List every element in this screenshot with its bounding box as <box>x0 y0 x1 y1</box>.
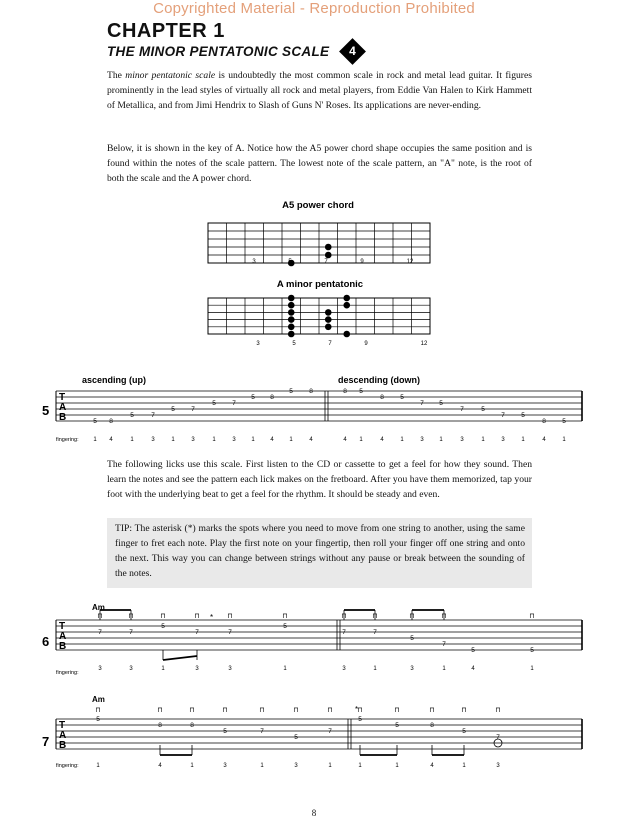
example-5-tab <box>0 370 628 450</box>
tab-fret-number: 7 <box>442 641 446 649</box>
tab-clef-letter: A <box>59 631 67 642</box>
tab-fret-number: 5 <box>530 647 534 655</box>
fingering-label: fingering: <box>56 670 79 676</box>
tab-fret-number: 5 <box>294 734 298 742</box>
example-number: 7 <box>42 734 50 749</box>
fingering-number: 3 <box>223 763 227 769</box>
tab-fret-number: 5 <box>289 388 293 396</box>
tab-fret-number: 5 <box>96 716 100 724</box>
fingering-number: 1 <box>171 437 175 443</box>
fingering-number: 1 <box>400 437 404 443</box>
fingering-number: 4 <box>471 666 475 672</box>
a5-power-chord-fretboard <box>208 223 430 266</box>
tab-fret-number: 5 <box>283 623 287 631</box>
pick-stroke-icon: ⊓ <box>372 613 378 620</box>
pick-stroke-icon: ⊓ <box>357 707 363 714</box>
fingering-number: 1 <box>130 437 134 443</box>
diagram1-fret-label: 7 <box>324 259 328 265</box>
fingering-number: 3 <box>228 666 232 672</box>
tab-fret-number: 8 <box>542 418 546 426</box>
intro-text-a: The <box>107 70 126 81</box>
tab-fret-number: 8 <box>109 418 113 426</box>
tab-fret-number: 7 <box>501 412 505 420</box>
pick-stroke-icon: ⊓ <box>341 613 347 620</box>
beam <box>163 656 197 660</box>
pick-stroke-icon: ⊓ <box>529 613 535 620</box>
fingering-number: 3 <box>191 437 195 443</box>
diagram2-fret-label: 5 <box>292 341 296 347</box>
tab-fret-number: 7 <box>232 400 236 408</box>
fingering-label: fingering: <box>56 437 79 443</box>
tab-fret-number: 5 <box>223 728 227 736</box>
pick-stroke-icon: ⊓ <box>495 707 501 714</box>
pick-stroke-icon: ⊓ <box>189 707 195 714</box>
tab-fret-number: 5 <box>171 406 175 414</box>
fingering-number: 1 <box>283 666 287 672</box>
fingering-number: 1 <box>212 437 216 443</box>
diagram1-fret-label: 9 <box>360 259 364 265</box>
example-6-tab <box>0 598 628 683</box>
chapter-heading: CHAPTER 1 <box>107 20 225 42</box>
fingering-number: 1 <box>530 666 534 672</box>
diagram2-title: A minor pentatonic <box>276 279 364 290</box>
asterisk-mark: * <box>210 613 214 622</box>
tab-notes <box>97 610 534 660</box>
fingering-number: 1 <box>289 437 293 443</box>
key-paragraph: Below, it is shown in the key of A. Notice how the A5 power chord shape occupies the same position and is found within the notes of the scale pattern. The lowest note of the scale pattern, an "A" note, is the root of both the scale and the A power chord. <box>107 143 532 184</box>
finger-dot <box>325 244 332 251</box>
tab-fret-number: 5 <box>439 400 443 408</box>
fingering-number: 1 <box>358 763 362 769</box>
cd-track-number: 4 <box>349 44 356 58</box>
page-number: 8 <box>311 808 317 818</box>
finger-dot <box>288 324 295 331</box>
fingering-number: 4 <box>542 437 546 443</box>
diagram1-fret-label: 12 <box>406 259 414 265</box>
fingering-number: 3 <box>496 763 500 769</box>
example-number: 6 <box>42 634 50 649</box>
pick-stroke-icon: ⊓ <box>282 613 288 620</box>
fingering-number: 1 <box>481 437 485 443</box>
tab-fret-number: 5 <box>251 394 255 402</box>
fingering-row <box>98 666 534 672</box>
tab-fret-number: 8 <box>380 394 384 402</box>
fingering-number: 1 <box>373 666 377 672</box>
tab-clef-letter: T <box>59 720 66 731</box>
tab-fret-number: 5 <box>212 400 216 408</box>
fingering-number: 1 <box>93 437 97 443</box>
intro-paragraph <box>107 68 532 113</box>
intro-text-b: is undoubtedly the most common scale in rock and metal lead guitar. It figures prominently in the lead styles of virtually all rock and metal players, from Eddie Van Halen to Kirk Hammett of Metallica, and from Jimi Hendrix to Slash of Guns N' Roses. Its applications are never-ending. <box>107 70 532 111</box>
finger-dot <box>325 309 332 316</box>
pick-stroke-icon: ⊓ <box>95 707 101 714</box>
finger-dot <box>288 309 295 316</box>
pick-stroke-icon: ⊓ <box>429 707 435 714</box>
tab-fret-number: 8 <box>309 388 313 396</box>
a-minor-pentatonic-fretboard <box>208 295 430 338</box>
diagram1-title: A5 power chord <box>282 200 354 211</box>
tab-fret-number: 7 <box>191 406 195 414</box>
pick-stroke-icon: ⊓ <box>461 707 467 714</box>
fingering-number: 3 <box>420 437 424 443</box>
fingering-number: 1 <box>328 763 332 769</box>
tab-fret-number: 5 <box>562 418 566 426</box>
tab-fret-number: 5 <box>481 406 485 414</box>
tab-notes <box>93 388 566 425</box>
tab-fret-number: 5 <box>462 728 466 736</box>
fretboard-diagrams <box>0 195 628 355</box>
tip-text: TIP: The asterisk (*) marks the spots where you need to move from one string to another, using the same finger to fret each note. Play the first note on your fingertip, then roll your finger off one string and onto the next. This way you can change between strings without any pause or break between the sounding of the notes. <box>115 523 525 579</box>
finger-dot <box>288 316 295 323</box>
finger-dot <box>288 295 295 302</box>
tab-staff <box>56 620 582 655</box>
tab-clef-letter: T <box>59 621 66 632</box>
fingering-number: 3 <box>410 666 414 672</box>
tab-clef-letter: B <box>59 740 67 751</box>
fingering-number: 4 <box>109 437 113 443</box>
tab-fret-number: 8 <box>158 722 162 730</box>
finger-dot <box>325 324 332 331</box>
pick-stroke-icon: ⊓ <box>222 707 228 714</box>
fingering-number: 4 <box>158 763 162 769</box>
tab-fret-number: 7 <box>228 629 232 637</box>
tab-fret-number: 7 <box>373 629 377 637</box>
tab-staff <box>56 719 582 751</box>
fingering-number: 3 <box>129 666 133 672</box>
fingering-row <box>93 437 566 443</box>
tab-fret-number: 5 <box>130 412 134 420</box>
tab-fret-number: 8 <box>343 388 347 396</box>
pick-stroke-icon: ⊓ <box>259 707 265 714</box>
pick-stroke-icon: ⊓ <box>441 613 447 620</box>
section-title: THE MINOR PENTATONIC SCALE <box>107 44 330 59</box>
diagram2-fret-label: 7 <box>328 341 332 347</box>
tab-fret-number: 7 <box>496 734 500 742</box>
fingering-number: 3 <box>501 437 505 443</box>
diagram2-fret-numbers <box>256 341 428 347</box>
fingering-number: 1 <box>439 437 443 443</box>
fingering-number: 3 <box>342 666 346 672</box>
fingering-number: 4 <box>309 437 313 443</box>
finger-dot <box>325 316 332 323</box>
fingering-number: 3 <box>460 437 464 443</box>
diagram1-fret-numbers <box>252 259 414 265</box>
tab-fret-number: 5 <box>359 388 363 396</box>
tab-fret-number: 5 <box>93 418 97 426</box>
fingering-label: fingering: <box>56 763 79 769</box>
tab-fret-number: 5 <box>161 623 165 631</box>
diagram2-fret-label: 12 <box>420 341 428 347</box>
tab-clef-letter: B <box>59 412 67 423</box>
fingering-number: 3 <box>195 666 199 672</box>
fingering-number: 1 <box>359 437 363 443</box>
fingering-number: 4 <box>380 437 384 443</box>
ascending-label: ascending (up) <box>82 375 147 385</box>
pick-stroke-icon: ⊓ <box>160 613 166 620</box>
fingering-number: 4 <box>270 437 274 443</box>
pick-stroke-icon: ⊓ <box>97 613 103 620</box>
finger-dot <box>343 331 350 338</box>
fingering-number: 4 <box>343 437 347 443</box>
descending-label: descending (down) <box>338 375 420 385</box>
pick-stroke-icon: ⊓ <box>409 613 415 620</box>
fingering-number: 4 <box>430 763 434 769</box>
asterisk-mark: * <box>355 705 359 714</box>
tab-fret-number: 7 <box>260 728 264 736</box>
tab-fret-number: 7 <box>195 629 199 637</box>
tab-clef-letter: T <box>59 392 66 403</box>
fingering-number: 1 <box>161 666 165 672</box>
pick-stroke-icon: ⊓ <box>327 707 333 714</box>
tab-fret-number: 5 <box>358 716 362 724</box>
tab-clef-letter: B <box>59 641 67 652</box>
example-7-tab <box>0 690 628 775</box>
finger-dot <box>325 252 332 259</box>
pick-stroke-icon: ⊓ <box>157 707 163 714</box>
fingering-number: 1 <box>260 763 264 769</box>
finger-dot <box>288 331 295 338</box>
tab-clef-letter: A <box>59 402 67 413</box>
tab-fret-number: 7 <box>151 412 155 420</box>
scale-name-emphasis: minor pentatonic scale <box>125 70 216 81</box>
diagram1-fret-label: 5 <box>288 259 292 265</box>
tab-fret-number: 8 <box>430 722 434 730</box>
fingering-number: 1 <box>96 763 100 769</box>
tab-fret-number: 8 <box>270 394 274 402</box>
fingering-number: 1 <box>462 763 466 769</box>
tab-fret-number: 7 <box>328 728 332 736</box>
fingering-number: 1 <box>521 437 525 443</box>
diagram2-fret-label: 3 <box>256 341 260 347</box>
tab-fret-number: 5 <box>471 647 475 655</box>
fingering-number: 1 <box>251 437 255 443</box>
fingering-number: 3 <box>151 437 155 443</box>
pick-stroke-icon: ⊓ <box>194 613 200 620</box>
tab-fret-number: 7 <box>420 400 424 408</box>
fingering-number: 3 <box>232 437 236 443</box>
diagram1-fret-label: 3 <box>252 259 256 265</box>
fingering-number: 1 <box>562 437 566 443</box>
tab-fret-number: 5 <box>521 412 525 420</box>
tab-fret-number: 7 <box>460 406 464 414</box>
pick-stroke-icon: ⊓ <box>227 613 233 620</box>
fingering-number: 1 <box>395 763 399 769</box>
pick-stroke-icon: ⊓ <box>293 707 299 714</box>
finger-dot <box>343 302 350 309</box>
fingering-number: 1 <box>190 763 194 769</box>
finger-dot <box>343 295 350 302</box>
tab-fret-number: 7 <box>98 629 102 637</box>
pick-stroke-icon: ⊓ <box>128 613 134 620</box>
tab-fret-number: 7 <box>342 629 346 637</box>
fingering-row <box>96 763 500 769</box>
pick-stroke-icon: ⊓ <box>394 707 400 714</box>
chord-symbol: Am <box>92 603 105 612</box>
tab-fret-number: 8 <box>190 722 194 730</box>
licks-paragraph: The following licks use this scale. First listen to the CD or cassette to get a feel for how they sound. Then learn the notes and see the pattern each lick makes on the fretboard. After you have them memorized, tap your foot with the underlying beat to get a feel for the rhythm. It should be steady and even. <box>107 459 532 500</box>
tab-fret-number: 5 <box>410 635 414 643</box>
fingering-number: 1 <box>442 666 446 672</box>
copyright-watermark: Copyrighted Material - Reproduction Prohibited <box>153 0 475 17</box>
fingering-number: 3 <box>294 763 298 769</box>
tab-clef-letter: A <box>59 730 67 741</box>
fingering-number: 3 <box>98 666 102 672</box>
tab-fret-number: 5 <box>395 722 399 730</box>
tab-fret-number: 7 <box>129 629 133 637</box>
tab-fret-number: 5 <box>400 394 404 402</box>
diagram2-fret-label: 9 <box>364 341 368 347</box>
example-number: 5 <box>42 403 50 418</box>
chord-symbol: Am <box>92 695 105 704</box>
finger-dot <box>288 302 295 309</box>
